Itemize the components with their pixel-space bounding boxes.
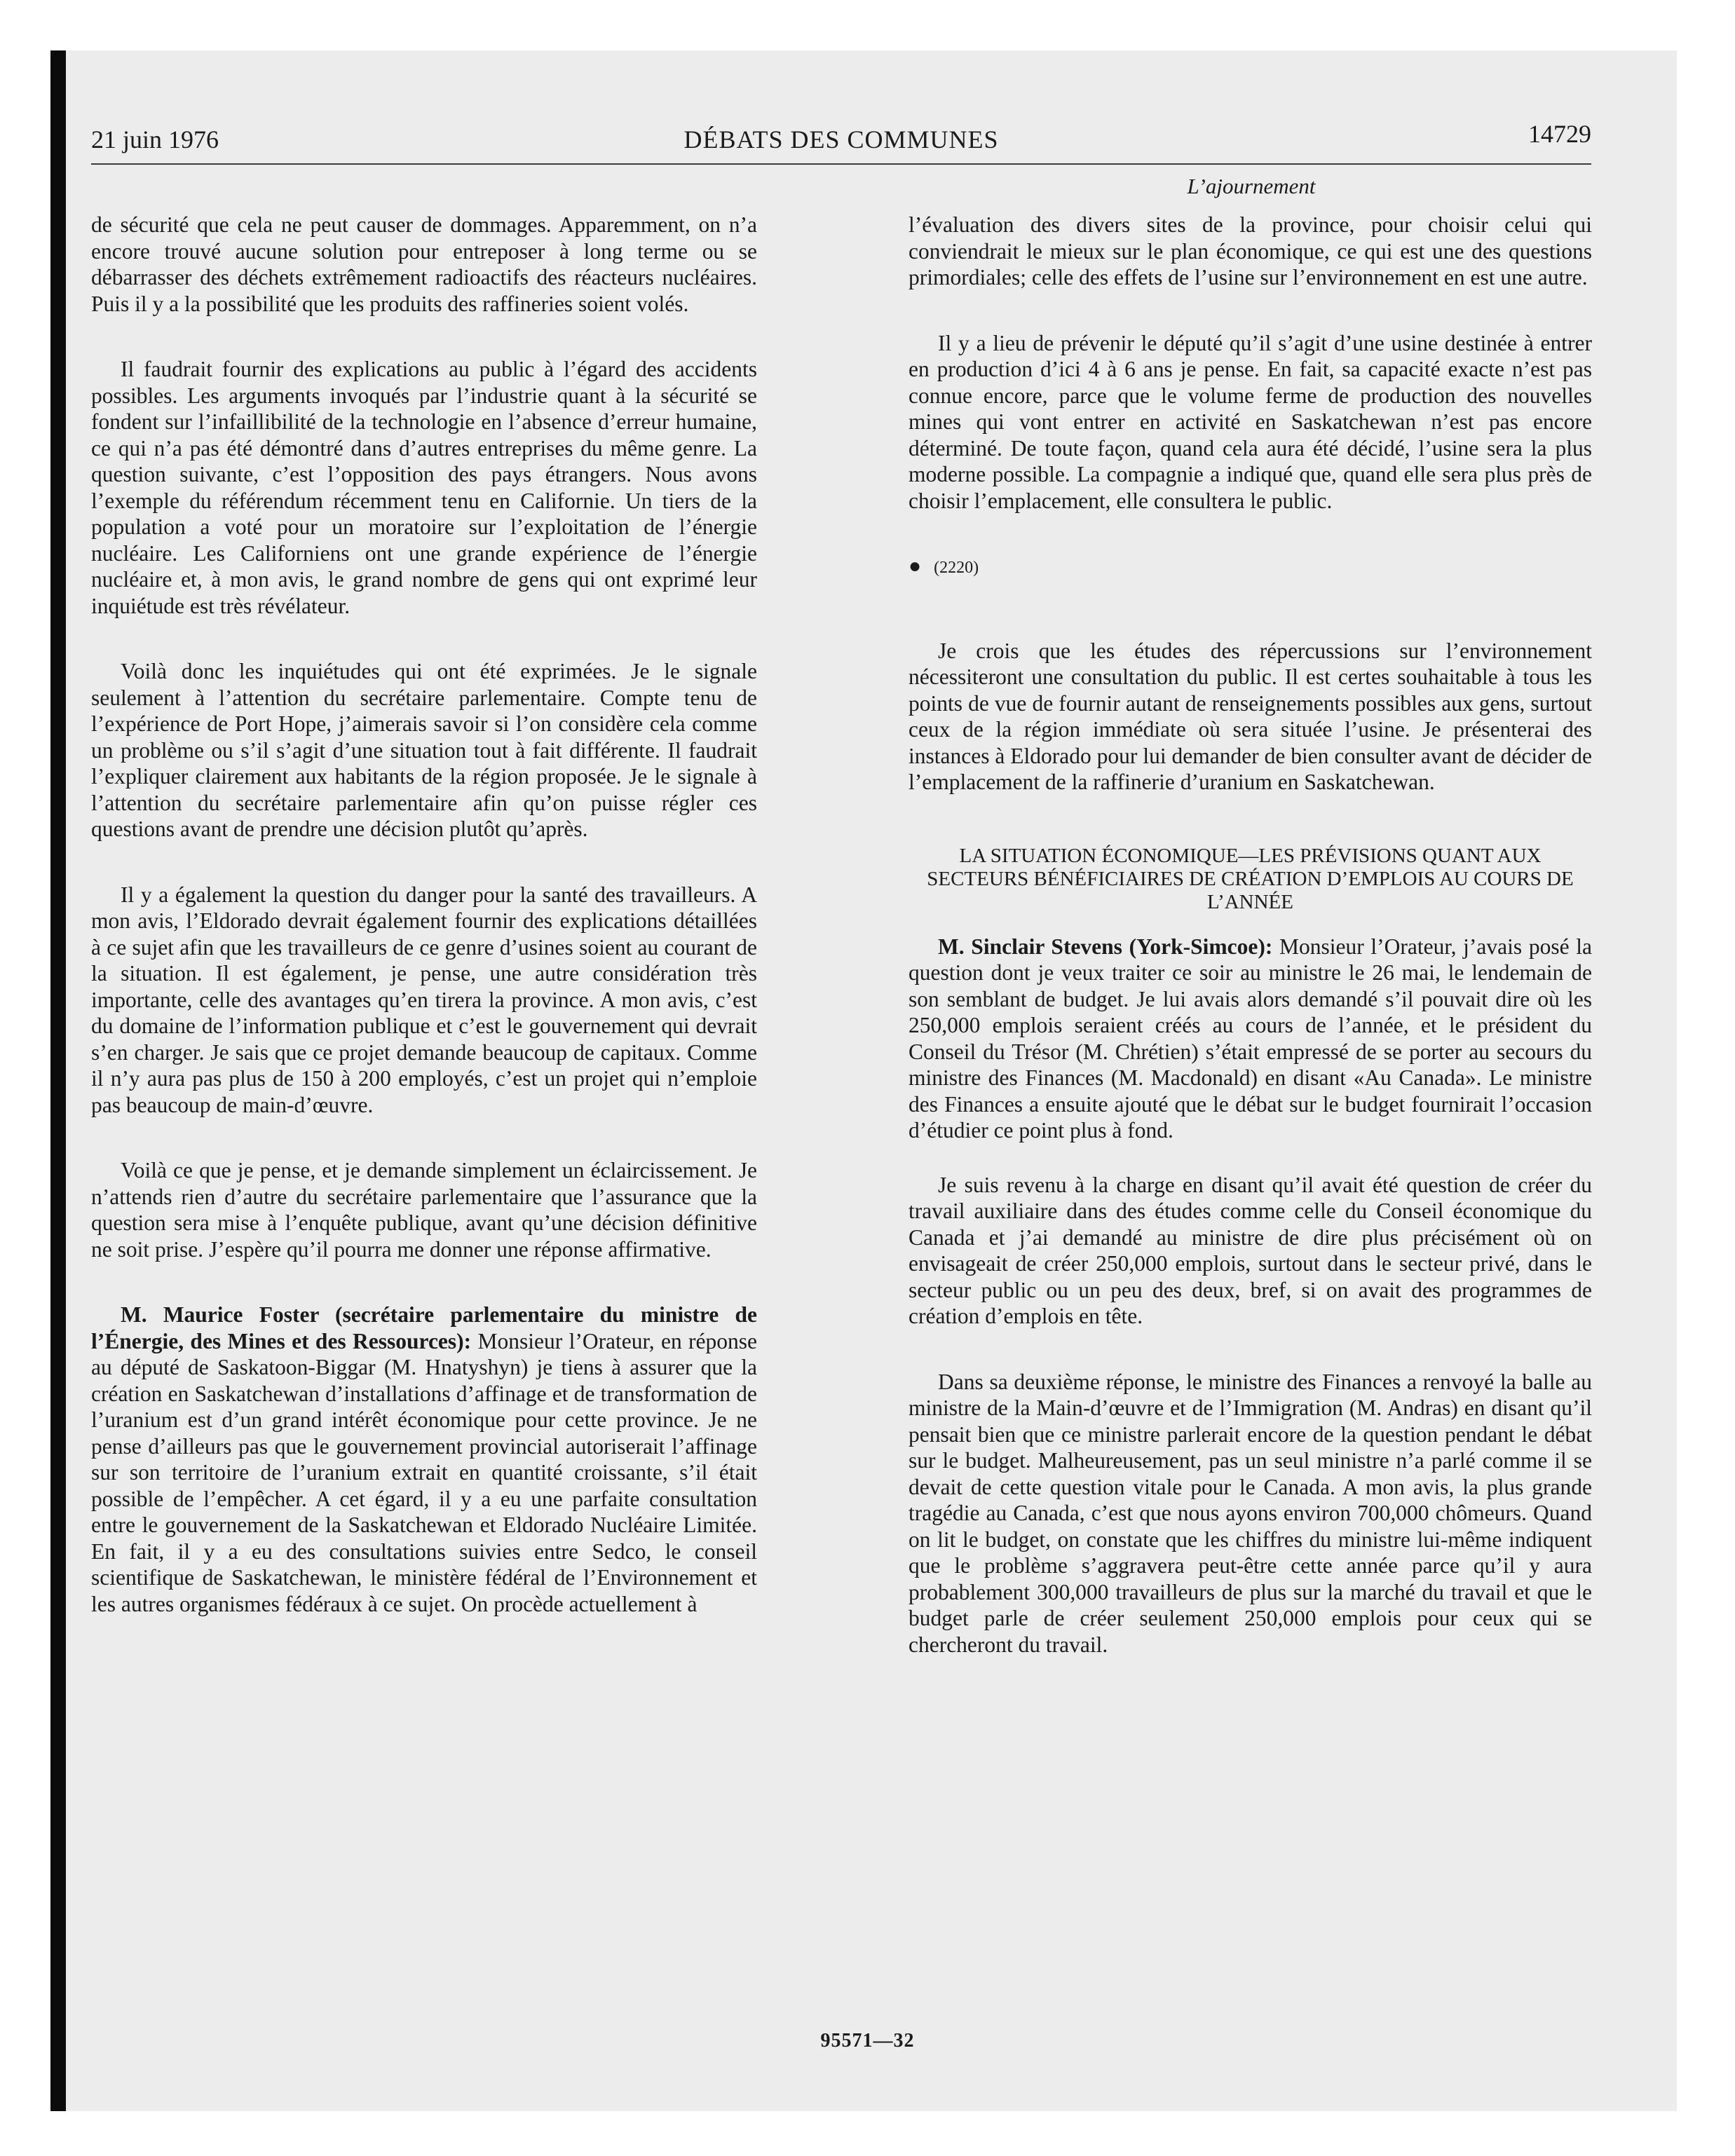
time-marker — [909, 553, 1592, 582]
speech-text: Monsieur l’Orateur, en réponse au député de Saskatoon-Biggar (M. Hnatyshyn) je tiens à assurer que la création en Saskatchewan d’installations d’affinage et de transformation de l’uranium est d’un grand intérêt économique pour cette province. Je ne pense d’ailleurs pas que le gouvernement provincial autoriserait l’affinage sur son territoire de l’uranium extrait en quantité croissante, s’il était possible de l’empêcher. A cet égard, il y a eu une parfaite consultation entre le gouvernement de la Saskatchewan et Eldorado Nucléaire Limitée. En fait, il y a eu des consultations suivies entre Sedco, le conseil scientifique de Saskatchewan, le ministère fédéral de l’Environnement et les autres organismes fédéraux à ce sujet. On procède actuellement à — [91, 1328, 757, 1616]
header-date: 21 juin 1976 — [91, 125, 219, 153]
speech-paragraph — [91, 1302, 757, 1617]
paragraph: Il y a également la question du danger pour la santé des travailleurs. A mon avis, l’Eldorado devrait également fournir des explications détaillées à ce sujet afin que les travailleurs de ce genre d’usines soient au courant de la situation. Il est également, je pense, une autre considération très importante, celle des avantages qu’en tirera la province. A mon avis, c’est du domaine de l’information publique et c’est le gouvernement qui devrait s’en charger. Je sais que ce projet demande beaucoup de capitaux. Comme il n’y aura pas plus de 150 à 200 employés, c’est un projet qui n’emploie pas beaucoup de main-d’œuvre. — [91, 882, 757, 1117]
speech-paragraph — [909, 934, 1592, 1144]
header-page-number: 14729 — [1528, 120, 1591, 148]
speech-text: Monsieur l’Orateur, j’avais posé la question dont je veux traiter ce soir au ministre le 26 mai, le lendemain de son semblant de budget. Je lui avais alors demandé s’il pouvait dire où les 250,000 emplois seraient créés au cours de l’année, et le président du Conseil du Trésor (M. Chrétien) s’était empressé de se porter au secours du ministre des Finances (M. Macdonald) en disant «Au Canada». Le ministre des Finances a ensuite ajouté que le débat sur le budget fournirait l’occasion d’étudier ce point plus à fond. — [909, 934, 1592, 1142]
speaker-name: M. Maurice Foster (secrétaire parlementaire du ministre de l’Énergie, des Mines et des Ressources): — [91, 1302, 757, 1353]
time-marker-text: (2220) — [934, 559, 979, 577]
page-header — [91, 120, 1591, 167]
paragraph: de sécurité que cela ne peut causer de dommages. Apparemment, on n’a encore trouvé aucune solution pour entreposer à long terme ou se débarrasser des déchets extrêmement radioactifs des réacteurs nucléaires. Puis il y a la possibilité que les produits des raffineries soient volés. — [91, 212, 757, 316]
right-column — [909, 212, 1592, 1697]
bullet-icon: ● — [909, 554, 922, 578]
running-head: L’ajournement — [1187, 174, 1316, 198]
header-publication: DÉBATS DES COMMUNES — [683, 125, 999, 153]
header-rule — [91, 163, 1591, 165]
section-title: LA SITUATION ÉCONOMIQUE—LES PRÉVISIONS QUANT AUX SECTEURS BÉNÉFICIAIRES DE CRÉATION D’EMPLOIS AU COURS DE L’ANNÉE — [927, 844, 1574, 913]
paragraph: Voilà ce que je pense, et je demande simplement un éclaircissement. Je n’attends rien d’autre du secrétaire parlementaire que l’assurance que la question sera mise à l’enquête publique, avant qu’une décision définitive ne soit prise. J’espère qu’il pourra me donner une réponse affirmative. — [91, 1158, 757, 1262]
left-column — [91, 212, 757, 1656]
paragraph: Je crois que les études des répercussions sur l’environnement nécessiteront une consultation du public. Il est certes souhaitable à tous les points de vue de fournir autant de renseignements possibles aux gens, surtout ceux de la région immédiate où sera située l’usine. Je présenterai des instances à Eldorado pour lui demander de bien consulter avant de décider de l’emplacement de la raffinerie d’uranium en Saskatchewan. — [909, 638, 1592, 794]
paragraph: Voilà donc les inquiétudes qui ont été exprimées. Je le signale seulement à l’attention du secrétaire parlementaire. Compte tenu de l’expérience de Port Hope, j’aimerais savoir si l’on considère cela comme un problème ou s’il s’agit d’une situation tout à fait différente. Il faudrait l’expliquer clairement aux habitants de la région proposée. Je le signale à l’attention du secrétaire parlementaire afin qu’on puisse régler ces questions avant de prendre une décision plutôt qu’après. — [91, 659, 757, 841]
page-footer: 95571—32 — [820, 2030, 915, 2052]
paragraph: Il y a lieu de prévenir le député qu’il s’agit d’une usine destinée à entrer en production d’ici 4 à 6 ans je pense. En fait, sa capacité exacte n’est pas connue encore, parce que le volume ferme de production des nouvelles mines qui vont entrer en activité en Saskatchewan n’est pas encore déterminé. De toute façon, quand cela aura été décidé, l’usine sera la plus moderne possible. La compagnie a indiqué que, quand elle sera plus près de choisir l’emplacement, elle consultera le public. — [909, 330, 1592, 513]
paragraph: Je suis revenu à la charge en disant qu’il avait été question de créer du travail auxiliaire dans des études comme celle du Conseil économique du Canada et j’ai demandé au ministre de dire plus précisément où on envisageait de créer 250,000 emplois, surtout dans le secteur privé, dans le secteur public ou un peu des deux, bref, si on avait des programmes de création d’emplois en tête. — [909, 1172, 1592, 1328]
paragraph: Il faudrait fournir des explications au public à l’égard des accidents possibles. Les arguments invoqués par l’industrie quant à la sécurité se fondent sur l’infaillibilité de la technologie en l’absence d’erreur humaine, ce qui n’a pas été démontré dans d’autres entreprises du même genre. La question suivante, c’est l’opposition des pays étrangers. Nous avons l’exemple du référendum récemment tenu en Californie. Un tiers de la population a voté pour un moratoire sur l’exploitation de l’énergie nucléaire. Les Californiens ont une grande expérience de l’énergie nucléaire et, à mon avis, le grand nombre de gens qui ont exprimé leur inquiétude est très révélateur. — [91, 357, 757, 618]
speaker-name: M. Sinclair Stevens (York-Simcoe): — [938, 934, 1273, 959]
paragraph: l’évaluation des divers sites de la province, pour choisir celui qui conviendrait le mieux sur le plan économique, ce qui est une des questions primordiales; celle des effets de l’usine sur l’environnement en est une autre. — [909, 212, 1592, 289]
scan-edge — [50, 50, 66, 2111]
paragraph: Dans sa deuxième réponse, le ministre des Finances a renvoyé la balle au ministre de la Main-d’œuvre et de l’Immigration (M. Andras) en disant qu’il pensait bien que ce ministre parlerait encore de la question pendant le débat sur le budget. Malheureusement, pas un seul ministre n’a parlé comme il se devait de cette question vitale pour le Canada. A mon avis, la plus grande tragédie au Canada, c’est que nous ayons environ 700,000 chômeurs. Quand on lit le budget, on constate que les chiffres du ministre lui-même indiquent que le problème s’aggravera peut-être cette année parce qu’il y aura probablement 300,000 travailleurs de plus sur la marché du travail et que le budget parle de créer seulement 250,000 emplois pour ceux qui se chercheront du travail. — [909, 1369, 1592, 1657]
